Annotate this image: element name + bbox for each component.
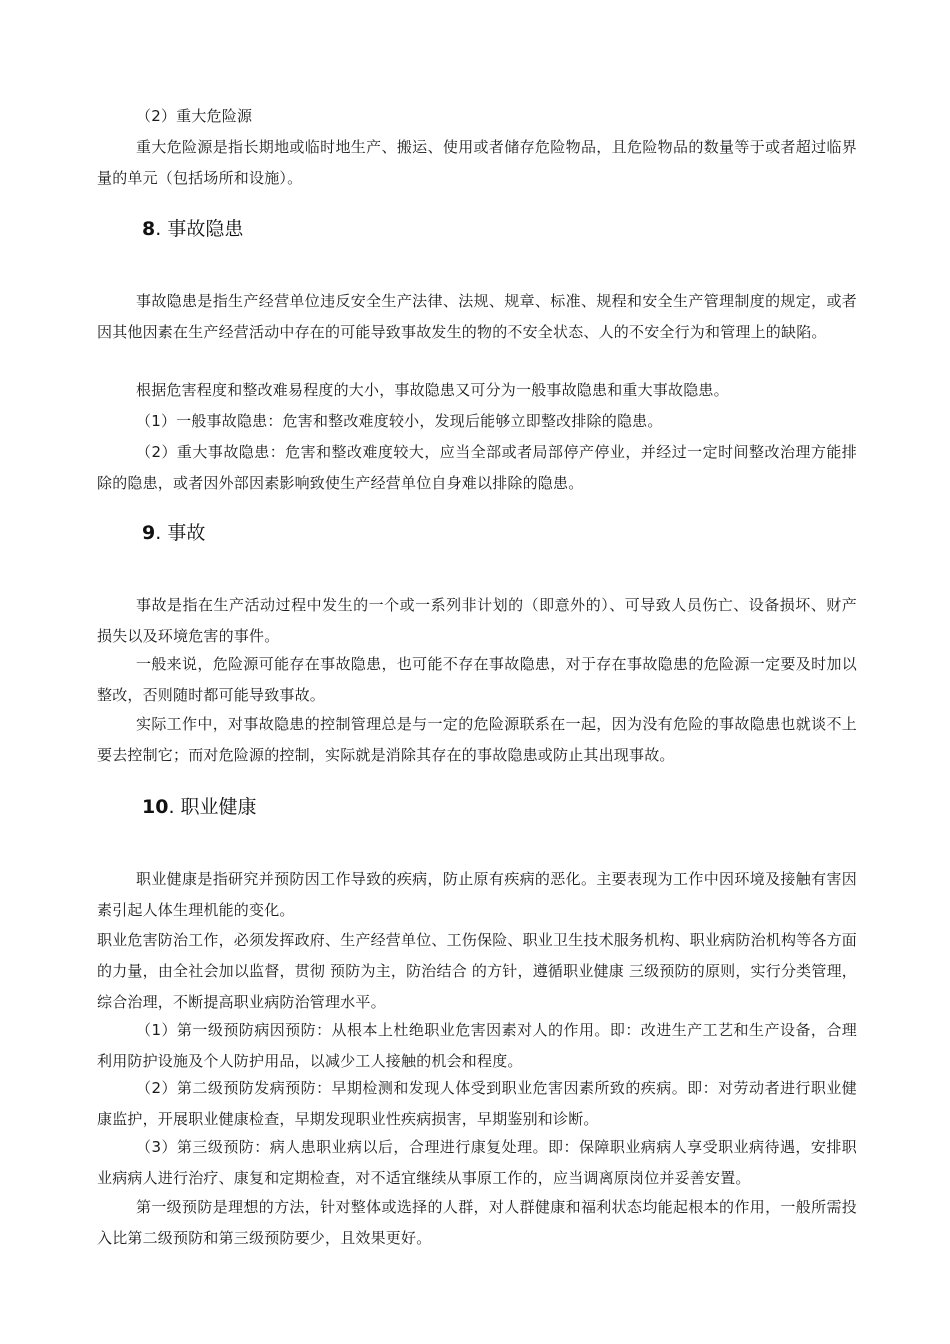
paragraph-general-hazard: （1）一般事故隐患：危害和整改难度较小，发现后能够立即整改排除的隐患。 xyxy=(136,412,663,430)
section-title: 事故隐患 xyxy=(167,218,244,240)
paragraph-occupational-health-definition: 职业健康是指研究并预防因工作导致的疾病，防止原有疾病的恶化。主要表现为工作中因环境及接触有害因素引起人体生理机能的变化。 xyxy=(97,870,857,919)
section-number: 8 xyxy=(142,218,156,240)
section-separator: . xyxy=(155,218,162,240)
section-heading-10 xyxy=(142,793,257,821)
section-number: 9 xyxy=(142,522,156,544)
paragraph-control-management: 实际工作中，对事故隐患的控制管理总是与一定的危险源联系在一起，因为没有危险的事故隐患也就谈不上要去控制它；而对危险源的控制，实际就是消除其存在的事故隐患或防止其出现事故。 xyxy=(97,715,857,764)
paragraph-secondary-prevention: （2）第二级预防发病预防：早期检测和发现人体受到职业危害因素所致的疾病。即：对劳动者进行职业健康监护，开展职业健康检查，早期发现职业性疾病损害，早期鉴别和诊断。 xyxy=(97,1079,857,1128)
section-heading-8 xyxy=(142,215,243,243)
paragraph-major-accident-hazard: （2）重大事故隐患：危害和整改难度较大，应当全部或者局部停产停业，并经过一定时间整改治理方能排除的隐患，或者因外部因素影响致使生产经营单位自身难以排除的隐患。 xyxy=(97,443,857,492)
paragraph-hazard-and-accident: 一般来说，危险源可能存在事故隐患，也可能不存在事故隐患，对于存在事故隐患的危险源一定要及时加以整改，否则随时都可能导致事故。 xyxy=(97,655,857,704)
paragraph-prevention-summary: 第一级预防是理想的方法，针对整体或选择的人群，对人群健康和福利状态均能起根本的作用，一般所需投入比第二级预防和第三级预防要少，且效果更好。 xyxy=(97,1198,857,1247)
paragraph-tertiary-prevention: （3）第三级预防：病人患职业病以后，合理进行康复处理。即：保障职业病病人享受职业病待遇，安排职业病病人进行治疗、康复和定期检查，对不适宜继续从事原工作的，应当调离原岗位并妥善安置。 xyxy=(97,1138,857,1187)
paragraph-accident-hazard-definition: 事故隐患是指生产经营单位违反安全生产法律、法规、规章、标准、规程和安全生产管理制度的规定，或者因其他因素在生产经营活动中存在的可能导致事故发生的物的不安全状态、人的不安全行为和管理上的缺陷。 xyxy=(97,292,857,341)
section-number: 10 xyxy=(142,796,169,818)
section-separator: . xyxy=(155,522,162,544)
paragraph-occupational-hazard-prevention: 职业危害防治工作，必须发挥政府、生产经营单位、工伤保险、职业卫生技术服务机构、职业病防治机构等各方面的力量，由全社会加以监督，贯彻 预防为主，防治结合 的方针，遵循职业健康 三级预防的原则，实行分类管理，综合治理，不断提高职业病防治管理水平。 xyxy=(97,931,858,1011)
paragraph-major-hazard-definition: 重大危险源是指长期地或临时地生产、搬运、使用或者储存危险物品，且危险物品的数量等于或者超过临界量的单元（包括场所和设施）。 xyxy=(97,138,857,187)
section-title: 职业健康 xyxy=(180,796,257,818)
section-separator: . xyxy=(168,796,175,818)
paragraph-primary-prevention: （1）第一级预防病因预防：从根本上杜绝职业危害因素对人的作用。即：改进生产工艺和生产设备，合理利用防护设施及个人防护用品，以减少工人接触的机会和程度。 xyxy=(97,1021,857,1070)
subsection-title-major-hazard: （2）重大危险源 xyxy=(136,107,253,125)
section-heading-9 xyxy=(142,519,205,547)
section-title: 事故 xyxy=(167,522,206,544)
paragraph-accident-definition: 事故是指在生产活动过程中发生的一个或一系列非计划的（即意外的）、可导致人员伤亡、设备损坏、财产损失以及环境危害的事件。 xyxy=(97,596,857,645)
paragraph-hazard-classification: 根据危害程度和整改难易程度的大小，事故隐患又可分为一般事故隐患和重大事故隐患。 xyxy=(136,381,729,399)
